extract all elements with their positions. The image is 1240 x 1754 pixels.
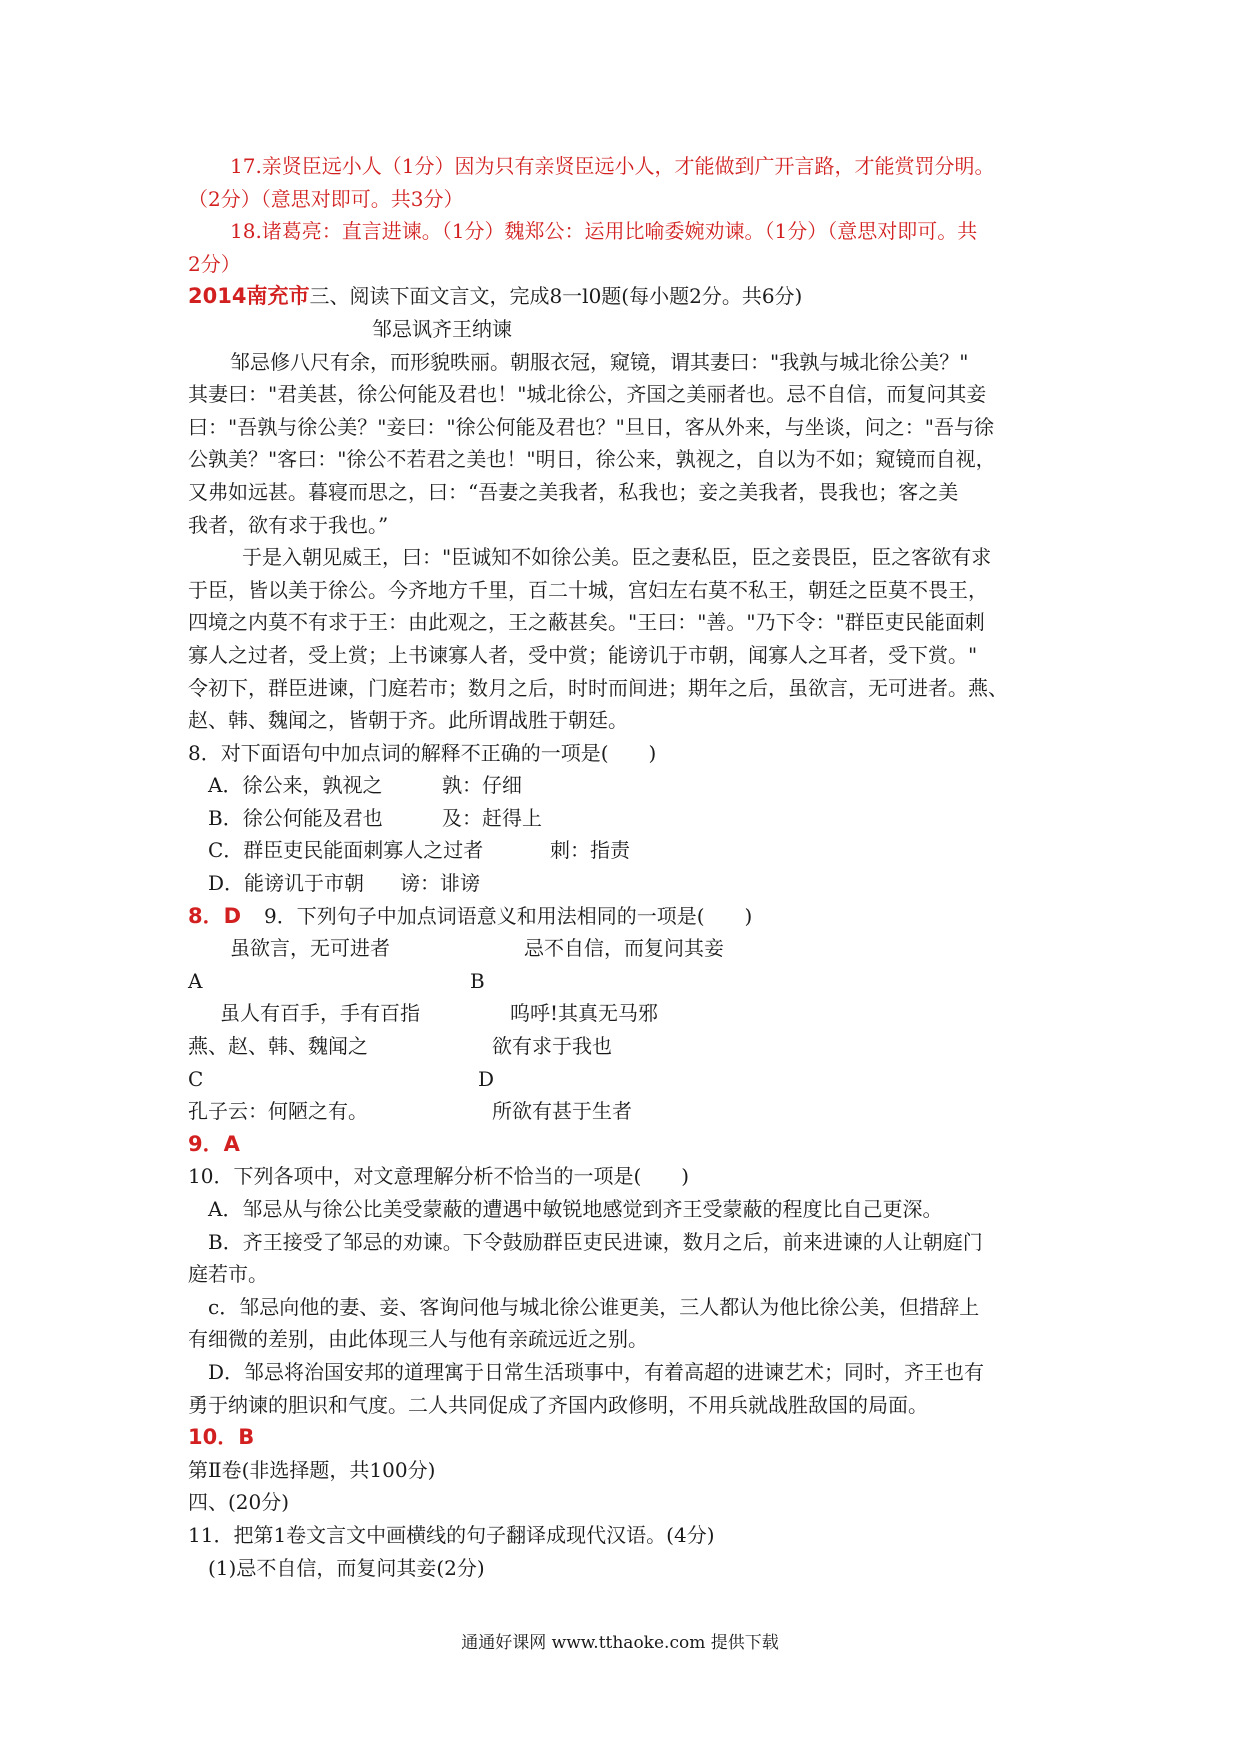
answer-8: 8．D [188,903,242,928]
option-text: A．徐公来，孰视之 [208,773,383,798]
q9-label-b: B [470,968,485,993]
passage-title: 邹忌讽齐王纳谏 [372,316,512,341]
passage-paragraph-2 [188,541,1062,737]
section-4-heading: 四、(20分) [188,1490,290,1515]
question-11-part-1: (1)忌不自信，而复问其妾(2分) [208,1555,485,1580]
option-gloss: 孰：仔细 [442,773,522,798]
option-text: C．群臣吏民能面刺寡人之过者 [208,838,484,863]
q10-option-c-line2: 有细微的差别，由此体现三人与他有亲疏远近之别。 [188,1327,648,1352]
q10-option-d-line2: 勇于纳谏的胆识和气度。二人共同促成了齐国内政修明，不用兵就战胜敌国的局面。 [188,1392,928,1417]
q10-option-b-line2: 庭若市。 [188,1262,268,1287]
q9-d-sentence-1: 欲有求于我也 [492,1034,612,1059]
passage-line: 邹忌修八尺有余，而形貌昳丽。朝服衣冠，窥镜，谓其妻曰："我孰与城北徐公美？" [230,349,969,374]
passage-line: 于是入朝见威王，曰："臣诚知不如徐公美。臣之妻私臣，臣之妾畏臣，臣之客欲有求 [242,545,992,570]
q9-row-2 [188,997,1062,1030]
passage-line: 曰："吾孰与徐公美？"妾曰："徐公何能及君也？"旦日，客从外来，与坐谈，问之："吾与徐 [188,414,994,439]
q9-label-c: C [188,1066,204,1091]
q9-c-sentence-2: 孔子云：何陋之有。 [188,1099,368,1124]
q10-option-d-line1: D．邹忌将治国安邦的道理寓于日常生活琐事中，有着高超的进谏艺术；同时，齐王也有 [208,1359,985,1384]
part-2-heading: 第Ⅱ卷(非选择题，共100分) [188,1457,436,1482]
q9-row-4 [188,1095,1062,1128]
answer-9: 9．A [188,1131,240,1156]
passage-line: 寡人之过者，受上赏；上书谏寡人者，受中赏；能谤讥于市朝，闻寡人之耳者，受下赏。" [188,642,978,667]
section-instruction: 三、阅读下面文言文，完成8一l0题(每小题2分。共6分) [309,284,803,309]
passage-line: 又弗如远甚。暮寝而思之，曰：“吾妻之美我者，私我也；妾之美我者，畏我也；客之美 [188,479,959,504]
passage-line: 我者，欲有求于我也。” [188,512,389,537]
answer-17-line2: （2分）（意思对即可。共3分） [188,186,464,211]
q9-label-a: A [188,968,203,993]
passage-line: 四境之内莫不有求于王：由此观之，王之蔽甚矣。"王曰："善。"乃下令："群臣吏民能面刺 [188,610,985,635]
q9-row-labels-cd [188,1063,1062,1096]
question-8-option-b [188,802,1062,835]
q10-option-b-line1: B．齐王接受了邹忌的劝谏。下令鼓励群臣吏民进谏，数月之后，前来进谏的人让朝庭门 [208,1229,983,1254]
option-text: D．能谤讥于市朝 [208,871,365,896]
q9-a-sentence-2: 虽人有百手，手有百指 [220,1001,420,1026]
q9-row-1 [188,932,1062,965]
question-8-option-c [188,834,1062,867]
q10-option-c-line1: c．邹忌向他的妻、妾、客询问他与城北徐公谁更美，三人都认为他比徐公美，但措辞上 [208,1294,980,1319]
q9-c-sentence-1: 燕、赵、韩、魏闻之 [188,1034,368,1059]
exam-page [188,150,1062,1584]
passage-line: 赵、韩、魏闻之，皆朝于齐。此所谓战胜于朝廷。 [188,708,628,733]
answer-18-line2: 2分） [188,251,241,276]
passage-line: 于臣，皆以美于徐公。今齐地方千里，百二十城，宫妇左右莫不私王，朝廷之臣莫不畏王， [188,577,988,602]
question-9-stem: 9．下列句子中加点词语意义和用法相同的一项是( ) [264,903,753,928]
q9-row-labels-ab [188,965,1062,998]
passage-paragraph-1 [188,346,1062,542]
answer-18-line1: 18.诸葛亮：直言进谏。（1分）魏郑公：运用比喻委婉劝谏。（1分）（意思对即可。共 [230,219,978,244]
option-gloss: 谤：诽谤 [400,871,480,896]
passage-line: 其妻曰："君美甚，徐公何能及君也！"城北徐公，齐国之美丽者也。忌不自信，而复问其妾 [188,382,987,407]
option-gloss: 刺：指责 [550,838,630,863]
q10-option-a: A．邹忌从与徐公比美受蒙蔽的遭遇中敏锐地感觉到齐王受蒙蔽的程度比自己更深。 [208,1197,943,1221]
option-gloss: 及：赶得上 [442,805,542,830]
passage-line: 令初下，群臣进谏，门庭若市；数月之后，时时而间进；期年之后，虽欲言，无可进者。燕、 [188,675,1008,700]
question-8-stem: 8．对下面语句中加点词的解释不正确的一项是( ) [188,740,657,765]
section-header [188,280,1062,313]
question-9-stem-row [188,900,1062,933]
option-text: B．徐公何能及君也 [208,805,383,830]
page-footer: 通通好课网 www.tthaoke.com 提供下载 [461,1633,779,1653]
question-8-option-d [188,867,1062,900]
answer-10: 10．B [188,1425,255,1450]
question-8-option-a [188,769,1062,802]
q9-label-d: D [478,1066,495,1091]
question-10-stem: 10．下列各项中，对文意理解分析不恰当的一项是( ) [188,1164,690,1189]
question-11-stem: 11．把第1卷文言文中画横线的句子翻译成现代汉语。(4分) [188,1522,715,1547]
q9-d-sentence-2: 所欲有甚于生者 [492,1099,632,1124]
passage-line: 公孰美？"客曰："徐公不若君之美也！"明日，徐公来，孰视之，自以为不如；窥镜而自视， [188,447,996,472]
q9-b-sentence-2: 呜呼!其真无马邪 [510,1001,659,1026]
q9-a-sentence-1: 虽欲言，无可进者 [230,936,390,961]
source-label: 2014南充市 [188,284,310,309]
q9-b-sentence-1: 忌不自信，而复问其妾 [524,936,724,961]
q9-row-3 [188,1030,1062,1063]
answer-17-line1: 17.亲贤臣远小人（1分）因为只有亲贤臣远小人，才能做到广开言路，才能赏罚分明。 [230,154,995,178]
